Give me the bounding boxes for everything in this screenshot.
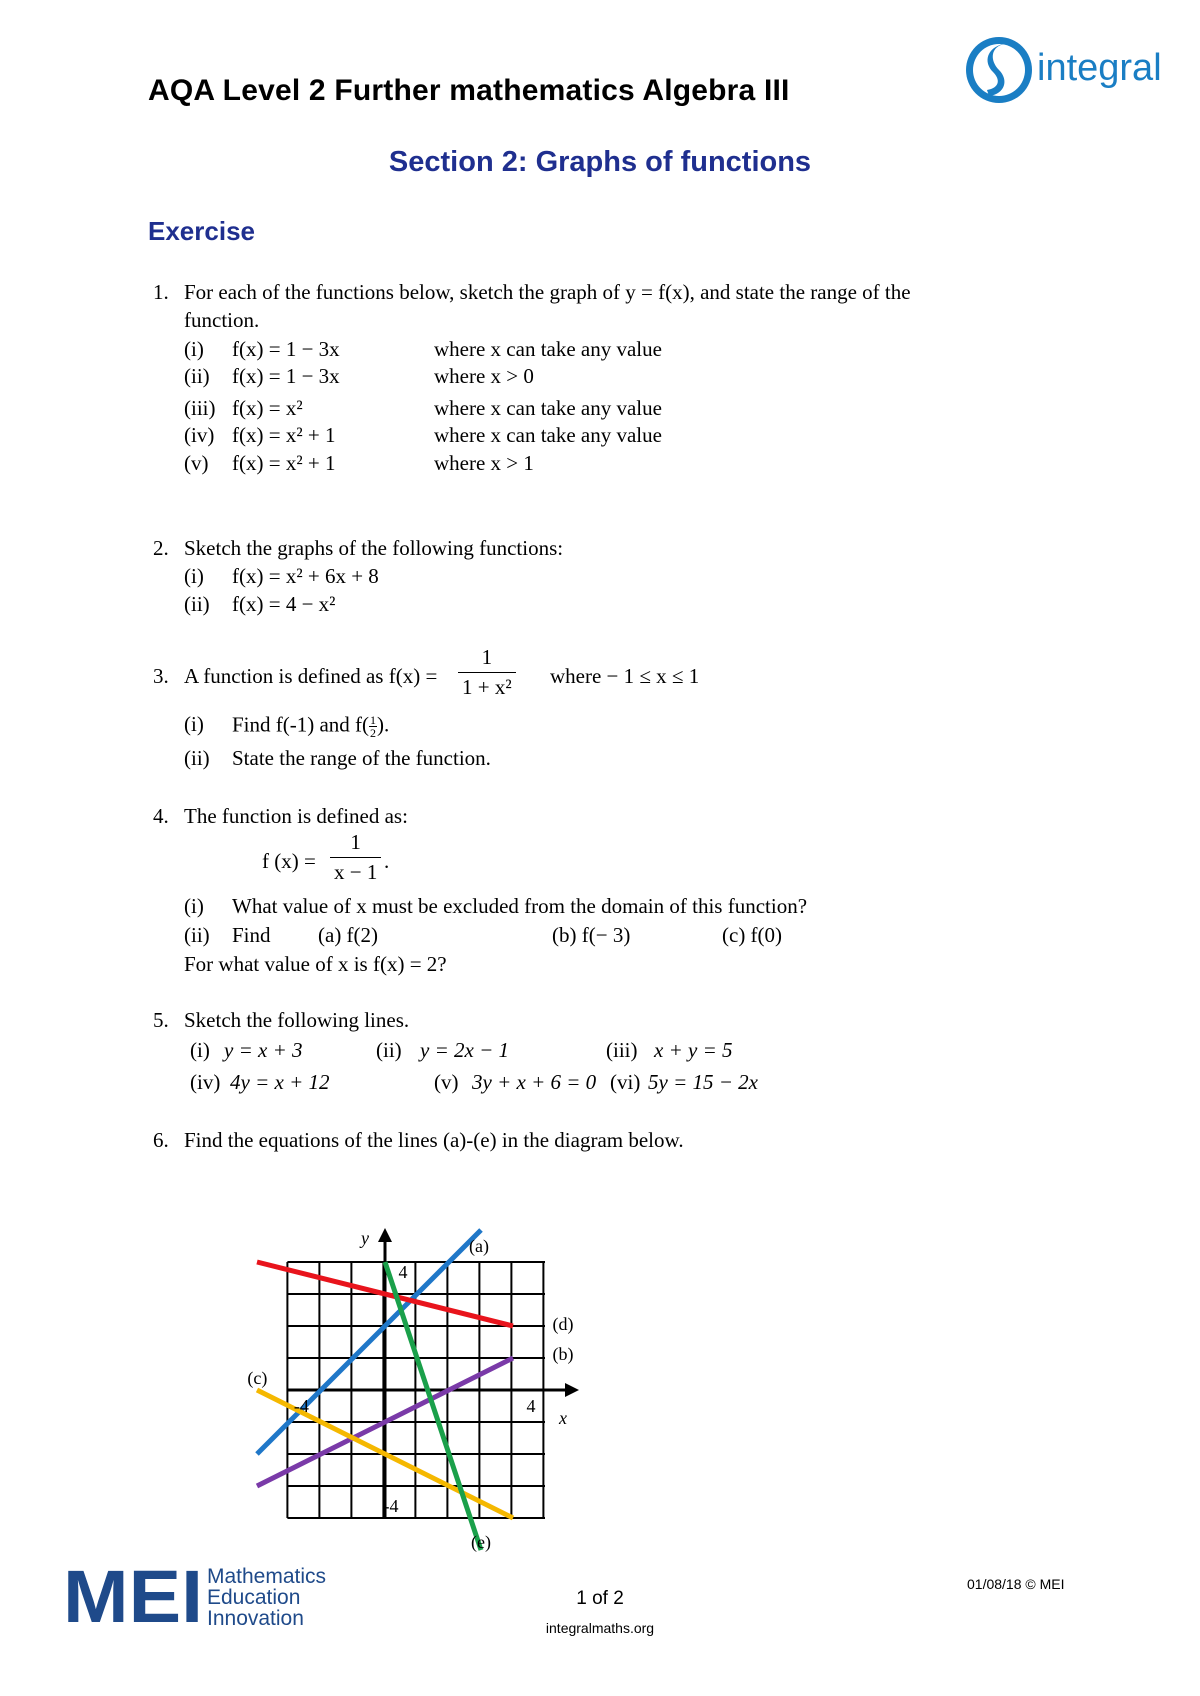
y-axis-label: y [361,1228,369,1248]
q1-part-func: f(x) = x² + 1 [232,451,336,475]
series-label: (b) [552,1344,574,1364]
q5-part-label: (iii) [606,1038,638,1062]
q6-number: 6. [153,1128,169,1152]
q4-dot: . [384,849,390,873]
q4-lhs: f (x) = [262,849,316,873]
q3-part-label: (i) [184,712,204,736]
half-numerator: 1 [370,713,377,727]
q4-part-label: (ii) [184,923,210,947]
q1-text-line2: function. [184,308,260,332]
q3-part-prefix: Find f(-1) and f( [232,712,370,737]
q1-part-label: (ii) [184,364,210,388]
q4-part-text: Find [232,923,271,947]
q4-number: 4. [153,804,169,828]
q5-part-label: (i) [190,1038,210,1062]
x-tick-label-4: 4 [526,1396,536,1416]
lines-diagram [230,1160,630,1552]
q4-part-c: (c) f(0) [722,923,783,947]
q3-frac-numerator: 1 [458,647,516,673]
q1-part-func: f(x) = 1 − 3x [232,364,340,388]
q5-part-eq: y = x + 3 [224,1038,303,1062]
q1-part-func: f(x) = x² + 1 [232,423,336,447]
section-title: Section 2: Graphs of functions [388,146,812,178]
q3-domain: where − 1 ≤ x ≤ 1 [550,664,700,688]
q2-part-func: f(x) = x² + 6x + 8 [232,564,379,588]
exercise-heading: Exercise [148,216,255,246]
mei-logo-mark: MEI [63,1555,203,1638]
q2-part-label: (i) [184,564,204,588]
q3-fraction [458,647,516,698]
mei-logo-line1: Mathematics [207,1565,327,1588]
q4-frac-denominator: x − 1 [334,860,378,884]
q4-text: The function is defined as: [184,804,408,828]
q3-frac-denominator: 1 + x² [462,675,512,699]
q1-part-func: f(x) = 1 − 3x [232,337,340,361]
q4-part-text: What value of x must be excluded from the domain of this function? [232,894,808,918]
y-axis-arrow [378,1228,392,1242]
half-denominator: 2 [370,726,377,740]
series-label: (c) [247,1368,268,1388]
q5-part-label: (ii) [376,1038,402,1062]
q5-part-eq: 3y + x + 6 = 0 [472,1070,597,1094]
integral-logo [955,30,1185,110]
q5-part-eq: 5y = 15 − 2x [648,1070,758,1094]
q1-part-label: (iii) [184,396,216,420]
q1-part-func: f(x) = x² [232,396,303,420]
q1-part-label: (i) [184,337,204,361]
x-axis-label: x [559,1408,567,1428]
q3-part-text: State the range of the function. [232,746,491,770]
website: integralmaths.org [545,1620,655,1636]
integral-logo-text: integral [1037,47,1162,89]
series-label: (e) [471,1532,491,1552]
q4-fraction [330,832,381,883]
q4-frac-numerator: 1 [330,832,381,858]
q3-part-label: (ii) [184,746,210,770]
q1-part-domain: where x > 1 [434,451,534,475]
series-label: (a) [469,1236,489,1256]
q3-text: A function is defined as f(x) = [184,664,438,688]
q2-part-func: f(x) = 4 − x² [232,592,336,616]
q5-part-eq: x + y = 5 [654,1038,733,1062]
q6-text: Find the equations of the lines (a)-(e) in the diagram below. [184,1128,684,1152]
page-number: 1 of 2 [576,1588,624,1609]
q4-part-label: (i) [184,894,204,918]
y-tick-label-neg4: -4 [383,1496,399,1516]
date-copyright: 01/08/18 © MEI [967,1576,1065,1592]
q1-text-line1: For each of the functions below, sketch the graph of y = f(x), and state the range of the [184,280,911,304]
mei-logo-line3: Innovation [207,1607,304,1630]
document-title: AQA Level 2 Further mathematics Algebra III [148,74,790,107]
q1-part-domain: where x > 0 [434,364,534,388]
q3-number: 3. [153,664,169,688]
q2-part-label: (ii) [184,592,210,616]
q1-part-domain: where x can take any value [434,337,662,361]
q3-part-text [232,714,389,739]
q1-part-domain: where x can take any value [434,423,662,447]
q5-part-eq: 4y = x + 12 [230,1070,330,1094]
q4-extra: For what value of x is f(x) = 2? [184,952,447,976]
y-tick-label-4: 4 [398,1262,408,1282]
q1-part-domain: where x can take any value [434,396,662,420]
q5-text: Sketch the following lines. [184,1008,410,1032]
q2-number: 2. [153,536,169,560]
q5-part-label: (vi) [610,1070,641,1094]
q5-part-label: (v) [434,1070,459,1094]
series-label: (d) [552,1314,574,1334]
mei-logo-line2: Education [207,1586,301,1609]
q1-part-label: (iv) [184,423,215,447]
q1-part-label: (v) [184,451,209,475]
q4-part-b: (b) f(− 3) [552,923,631,947]
x-axis-arrow [565,1383,579,1397]
q2-text: Sketch the graphs of the following functions: [184,536,564,560]
q3-part-tail: ). [377,712,390,737]
x-tick-label-neg4: -4 [293,1396,309,1416]
q5-number: 5. [153,1008,169,1032]
q5-part-eq: y = 2x − 1 [420,1038,509,1062]
axes [287,1228,579,1518]
q4-part-a: (a) f(2) [318,923,379,947]
q1-number: 1. [153,280,169,304]
q5-part-label: (iv) [190,1070,221,1094]
